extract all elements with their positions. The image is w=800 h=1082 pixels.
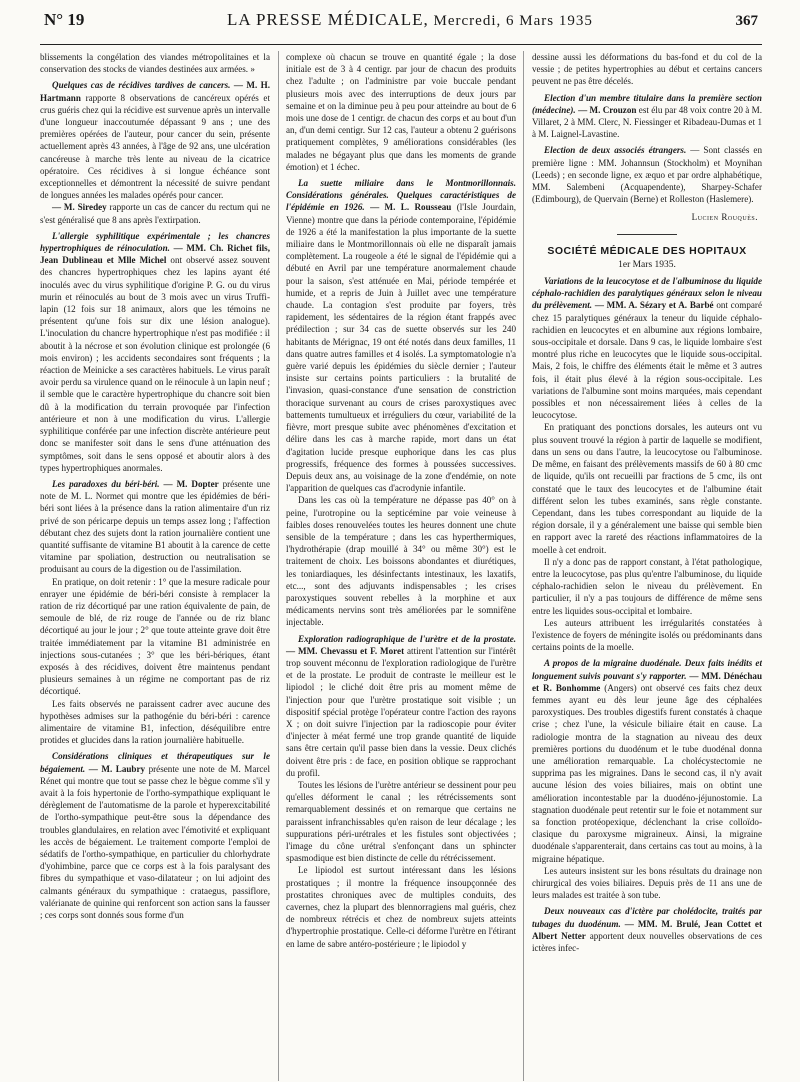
body-text: Les faits observés ne paraissent cadrer avec aucune des hypothèses admises sur la pathogénie du béri-béri : carence alimentaire de vitamine B1, infection, déséquilibre entre protides et glucides dans la ration journalière habituelle. [40, 698, 270, 746]
section-title: Variations de la leucocytose et de l'albuminose du liquide céphalo-rachidien des paralytiques généraux selon le niveau du prélèvement. [532, 276, 762, 311]
article-section [532, 92, 762, 141]
body-text: apportent deux nouvelles observations de ces ictères infec- [532, 930, 762, 954]
article-section [40, 230, 270, 474]
section-title: Quelques cas de récidives tardives de cancers. [52, 80, 231, 91]
article-section [40, 79, 270, 201]
section-author: — MM. Dénéchau et R. Bonhomme [532, 670, 762, 693]
paragraph [286, 864, 516, 949]
section-title: Election d'un membre titulaire dans la première section (médecine). [532, 92, 762, 115]
session-date: 1er Mars 1935. [618, 259, 676, 270]
paragraph [286, 494, 516, 628]
section-title: A propos de la migraine duodénale. Deux faits inédits et longuement suivis pouvant s'y rapporter. [532, 658, 762, 681]
section-author: — M. H. Hartmann [40, 80, 270, 103]
article-columns [40, 51, 762, 1081]
body-text: Toutes les lésions de l'urètre antérieur se dessinent pour peu qu'elles déforment le canal ; les rétrécissements sont remarquablement dessinés et on remarque que certains ne paraissent infranchissables qu'en raison de leur décalage ; les suppurations péri-urétrales et les fistules sont objectivées ; l'image du cône urétral s'enfonçant dans un sphincter spasmodique est bien distincte de celle du rétrécissement. [286, 779, 516, 864]
section-author: — M. Dopter [163, 478, 219, 489]
column-2 [278, 51, 524, 1081]
body-text: (Angers) ont observé ces faits chez deux femmes ayant eu dès leur jeune âge des céphalées paroxystiques. Des troubles digestifs furent constatés à chaque crise ; chez l'une, la vésicule biliaire était en cause. La radiologie montra de la stagnation au niveau des deux premières portions du duodénum et le tube duodénal donna une amélioration remarquable. La cholécystectomie ne supprima pas les migraines. Dans le second cas, il n'y avait aucune lésion des voies biliaires, mais on obtint une amélioration incontestable par la duodéno-jéjunostomie. La stagnation duodénale peut retentir sur le foie et notamment sur sa fonction protéopexique, déclenchant la crise colloïdo-clasique du paroxysme migraineux. Ainsi, la migraine duodénale s'apparenterait, dans certains cas tout au moins, à la migraine hépatique. [532, 682, 762, 864]
section-author: — MM. Chevassu et F. Moret [286, 645, 405, 656]
journal-title: LA PRESSE MÉDICALE, [227, 10, 429, 29]
body-text: Les auteurs attribuent les irrégularités constatées à l'existence de foyers de méningite isolés ou prédominants dans certains points de la moelle. [532, 617, 762, 653]
body-text: Dans les cas où la température ne dépasse pas 40° on à peine, l'urotropine ou la septicémine par voie veineuse à faibles doses renouvelées toutes les heures donnent une chute sensible de la température ; dans les cas hyperthermiques, l'hydrothérapie (drap mouillé à 34° ou même 30°) est le traitement de choix. Les boissons abondantes et diurétiques, les toniardiaques, les désinfectants intestinaux, les laxatifs, etc..., sont des adjuvants indispensables ; les crises paroxystiques souvent rebelles à la morphine et aux médicaments nervins sont très améliorées par le somnifène injectable. [286, 495, 516, 628]
article-section [286, 177, 516, 494]
paragraph [40, 51, 270, 75]
signature: Lucien Rouquès. [691, 212, 758, 223]
column-3 [532, 51, 762, 1081]
article-section [532, 144, 762, 205]
body-text: — Sont classés en première ligne : MM. Johannsun (Stockholm) et Moynihan (Leeds) ; en seconde ligne, ex æquo et par ordre alphabétique, MM. Salembeni (Acquapendente), Sharpey-Schafer (Edimbourg), de Quervain (Berne) et Rolleston (Haslemere). [532, 145, 762, 205]
article-section [40, 478, 270, 576]
body-text: dessine aussi les déformations du bas-fond et du col de la vessie ; de petites hypertrophies au début et certains cancers peuvent ne pas être décelés. [532, 52, 762, 87]
body-text: attirent l'attention sur l'intérêt trop souvent méconnu de l'exploration radiologique de l'urètre et de la prostate. Le produit de contraste le meilleur est le lipiodol ; le cliché doit être pris au moment même de l'injection pour que l'urètre prostatique soit visible ; un dispositif spécial protège l'opérateur contre l'action des rayons X ; on doit suivre l'injection par la radioscopie pour éviter d'injecter à méat fermé une trop grande quantité de liquide sans être certain qu'il passe bien dans la vessie. Deux clichés doivent être pris : de face, en position oblique se rapprochant du profil. [286, 645, 516, 778]
paragraph [532, 865, 762, 902]
section-author: — M. Crouzon [578, 104, 637, 115]
article-section [286, 633, 516, 779]
section-title: Election de deux associés étrangers. [544, 145, 687, 156]
section-title: Deux nouveaux cas d'ictère par cholédocite, traités par tubages du duodénum. [532, 906, 762, 929]
body-text: Le lipiodol est surtout intéressant dans les lésions prostatiques ; il montre la fréquence insoupçonnée des prostatites chroniques avec de multiples conduits, des cavernes, chez la plupart des blennorragiens mal guéris, chez de nombreux rétrécis et chez de nombreux sujets atteints d'hypertrophie prostatique. Celle-ci déforme l'urètre en l'étirant en lame de sabre antéro-postérieure ; le lipiodol y [286, 865, 516, 949]
body-text: Les auteurs insistent sur les bons résultats du drainage non chirurgical des voies biliaires. Depuis près de 11 ans une de leurs malades est traitée à son tube. [532, 865, 762, 901]
page-number: 367 [735, 13, 758, 29]
section-title: L'allergie syphilitique expérimentale ; les chancres hypertrophiques de réinoculation. [40, 230, 270, 254]
section-author: — MM. A. Sézary et A. Barbé [594, 300, 714, 311]
article-section [40, 750, 270, 921]
body-text: Il n'y a donc pas de rapport constant, à l'état pathologique, entre la leucocytose, pas plus qu'entre l'albuminose, du liquide céphalo-rachidien selon le niveau du prélèvement. En particulier, il n'y a pas toujours de différence de même sens entre les liquides sous-occipital et lombaire. [532, 556, 762, 616]
paragraph [286, 51, 516, 173]
issue-number: N° 19 [44, 10, 85, 29]
body-text: En pratiquant des ponctions dorsales, les auteurs ont vu plus souvent trouvé la région à partir de laquelle se modifient, dans un sens ou dans l'autre, la leucocytose ou l'albuminose. De même, en faisant des prélèvements massifs de 60 à 80 cmc de liquide, qu'ils ont recueilli par fractions de 5 cmc, ils ont constaté que le taux des leucocytes et de l'albumine était différent selon les tubes examinés, sans règle constante. Cependant, dans les tubes correspondant au liquide de la région dorsale, il y a généralement une baisse qui semble bien en rapport avec la rareté des réactions inflammatoires de la moelle à cet endroit. [532, 422, 762, 555]
issue-date: Mercredi, 6 Mars 1935 [433, 13, 593, 29]
paragraph [40, 201, 270, 225]
column-1 [40, 51, 270, 1081]
paragraph [532, 51, 762, 88]
paragraph [532, 556, 762, 617]
section-author: — M. L. Rousseau [370, 202, 452, 213]
body-text: rapporte un cas de cancer du rectum qui ne s'est généralisé que 8 ans après l'extirpation. [40, 202, 270, 225]
section-author: — MM. M. Brulé, Jean Cottet et Albert Netter [532, 918, 762, 941]
section-title: Les paradoxes du béri-béri. [52, 478, 160, 489]
article-section [532, 905, 762, 954]
section-title: Considérations cliniques et thérapeutiques sur le bégaiement. [40, 751, 270, 774]
paragraph [40, 576, 270, 698]
body-text: complexe où chacun se trouve en quantité égale ; la dose initiale est de 3 à 4 centigr. par jour de chacun des produits chez l'adulte ; on l'administre par voie buccale pendant plusieurs mois avec des interruptions de deux jours par semaine et on la diminue peu à peu pour atteindre au bout de 6 mois une dose de 1 centigr. de chacun des corps et au bout d'un an, d'un demi centigr. Sur 12 cas, l'auteur a obtenu 2 guérisons pratiquement complètes, 9 améliorations considérables (les malades ne bégayant plus que dans les moments de grande émotion) et 1 échec. [286, 52, 516, 172]
article-section [532, 275, 762, 421]
section-title: La suette miliaire dans le Montmorillonnais. Considérations générales. Quelques caractéristiques de l'épidémie en 1926. [286, 178, 516, 213]
section-divider [617, 234, 677, 235]
paragraph [286, 779, 516, 864]
paragraph [40, 698, 270, 747]
article-section [532, 657, 762, 864]
body-text: blissements la congélation des viandes métropolitaines et la conservation des stocks de viandes destinées aux armées. » [40, 52, 270, 75]
body-text: ont observé assez souvent des chancres hypertrophiques chez les lapins ayant été inoculés avec du virus syphilitique d'origine P. G. ou du virus murin et réinoculés au bout de 3 mois avec un virus Truffi-lapin (12 fois sur 18 animaux, alors que les témoins ne présentent qu'une fois sur dix une lésion analogue). L'inoculation du chancre hypertrophique n'est pas modifiée : il aboutit à la nécrose et son évolution clinique est prolongée (6 mois environ) ; les accidents secondaires sont fréquents ; la réaction de Meinicke a ses caractères habituels. Le virus paraît avoir perdu sa virulence quand on le réinocule à un lapin neuf ; il semble que le caractère hypertrophique du chancre soit bien dû à la modification du terrain provoquée par l'infection antérieure et non à une modification du virus. L'allergie syphilitique conférée par une infection discrète antérieure peut donc se manifester soit dans le sens d'une atténuation des symptômes, soit dans le sens opposé et aboutir alors à des types hypertrophiques anormales. [40, 255, 270, 473]
section-author: — M. Siredey [52, 202, 107, 213]
masthead [227, 10, 593, 30]
body-text: (l'Isle Jourdain, Vienne) montre que dans la période contemporaine, l'épidémie de 1926 a été la manifestation la plus importante de la suette miliaire dans le Montmorillonnais où elle ne disparaît jamais complètement. La rougeole a été le signal de l'épidémie qui a débuté en Avril par une température anormalement chaude pour la saison, s'est atténuée en Mai, période tempérée et humide, et a repris de Juin à Juillet avec une température chaude. La contagion s'est produite par foyers, très rapidement, les sédentaires de la région étant frappés avec prédilection ; sur 34 cas de suette observés sur les 240 habitants de Mérignac, 19 ont été notés dans deux familles, 11 dans quatre autres familles et 4 isolés. La symptomatologie n'a guère varié depuis les épidémies du siècle dernier ; l'auteur insiste sur certains points particuliers : la brutalité de l'invasion, quasi-constance d'une sensation de constriction thoracique survenant au cours de crises paroxystiques avec battements tumultueux et irréguliers du cœur, variabilité de la fièvre, mort presque subite avec phénomènes d'excitation et délire dans les cas à marche rapide, mort dans un état d'agitation lucide presque euphorique dans les cas plus progressifs, fréquence des formes à poussées successives. Depuis deux ans, au voisinage de la zone d'endémie, on note l'apparition de quelques cas d'acrodynie infantile. [286, 202, 517, 494]
body-text: ont comparé chez 15 paralytiques généraux la teneur du liquide céphalo-rachidien en leucocytes et en albumine aux régions lombaire, sous-occipitale et dorsale. Dans 9 cas, le liquide lombaire s'est montré plus riche en leucocytes que le liquide sous-occipital. Mais, 2 fois, le chiffre des éléments était le même et 3 autres fois, il était plus élevé à la région sous-occipitale. Les variations de l'albumine sont moins marquées, mais cependant possibles et non nécessairement liées à celles de la leucocytose. [532, 300, 762, 421]
body-text: En pratique, on doit retenir : 1° que la mesure radicale pour enrayer une épidémie de béri-béri consiste à remplacer la ration de riz décortiqué par une ration équivalente de pain, de semoule de blé, de riz rouge de l'année ou de riz blanc décortiqué au jour le jour ; 2° que toute atteinte grave doit être traitée immédiatement par la vitamine B1 administrée en injections sous-cutanées ; 3° que les béri-bériques, étant exposés à des récidives, doivent être maintenus pendant plusieurs semaines à un régime ne comportant pas de riz décortiqué. [40, 576, 270, 697]
section-author: — MM. Ch. Richet fils, Jean Dublineau et Mlle Michel [40, 243, 270, 266]
body-text: présente une note de M. Marcel Rénet qui montre que tout se passe chez le bègue comme s'il y avait à la fois hypertonie de l'ortho-sympathique expliquant le dérèglement de l'automatisme de la parole et hyperexcitabilité de l'ortho-sympathique peut-être sous la dépendance des troubles glandulaires, en relation avec l'émotivité et expliquant les accès de bégaiement. Le traitement comporte l'emploi de sédatifs de l'ortho-sympathique, en particulier du chlorhydrate d'yohimbine, parce que ce corps est à la fois paralysant des fibres du sympathique et vaso-dilatateur ; on lui adjoint des calmants généraux du sympathique : crataegus, passiflore, valérianate de quinine qui renforcent son action sans la fausser ; ces corps sont donnés sous forme d'un [40, 763, 270, 921]
section-author: — M. Laubry [88, 763, 146, 774]
paragraph [532, 421, 762, 555]
page-header [40, 10, 762, 45]
section-title: Exploration radiographique de l'urètre et de la prostate. [298, 633, 516, 644]
body-text: est élu par 48 voix contre 20 à M. Villaret, 2 à MM. Clerc, N. Fiessinger et Ribadeau-Dumas et 1 à M. Laignel-Lavastine. [532, 104, 762, 140]
body-text: présente une note de M. L. Normet qui montre que les épidémies de béri-béri sont liées à la présence dans la ration alimentaire d'un riz privé de son péricarpe depuis un temps assez long ; l'affection débutant chez des sujets dont la ration journalière contient une quantité suffisante de vitamine B1 aboutit à la carence de cette vitamine par spoliation, destruction ou neutralisation se produisant au cours de la digestion ou de l'assimilation. [40, 478, 270, 575]
paragraph [532, 617, 762, 654]
body-text: rapporte 8 observations de cancéreux opérés et crus guéris chez qui la récidive est survenue après un intervalle d'une longueur inaccoutumée dépassant 9 ans ; une des premières opérées de l'auteur, pour cancer du sein, présente actuellement après 43 années, à l'âge de 92 ans, une ulcération cancéreuse à marche très lente au niveau de la cicatrice opératoire. Ces récidives à si longue échéance sont exceptionnelles et démontrent la nécessité de suivre pendant de longues années les malades opérés pour cancer. [40, 92, 270, 201]
society-heading: SOCIÉTÉ MÉDICALE DES HOPITAUX [547, 244, 747, 257]
